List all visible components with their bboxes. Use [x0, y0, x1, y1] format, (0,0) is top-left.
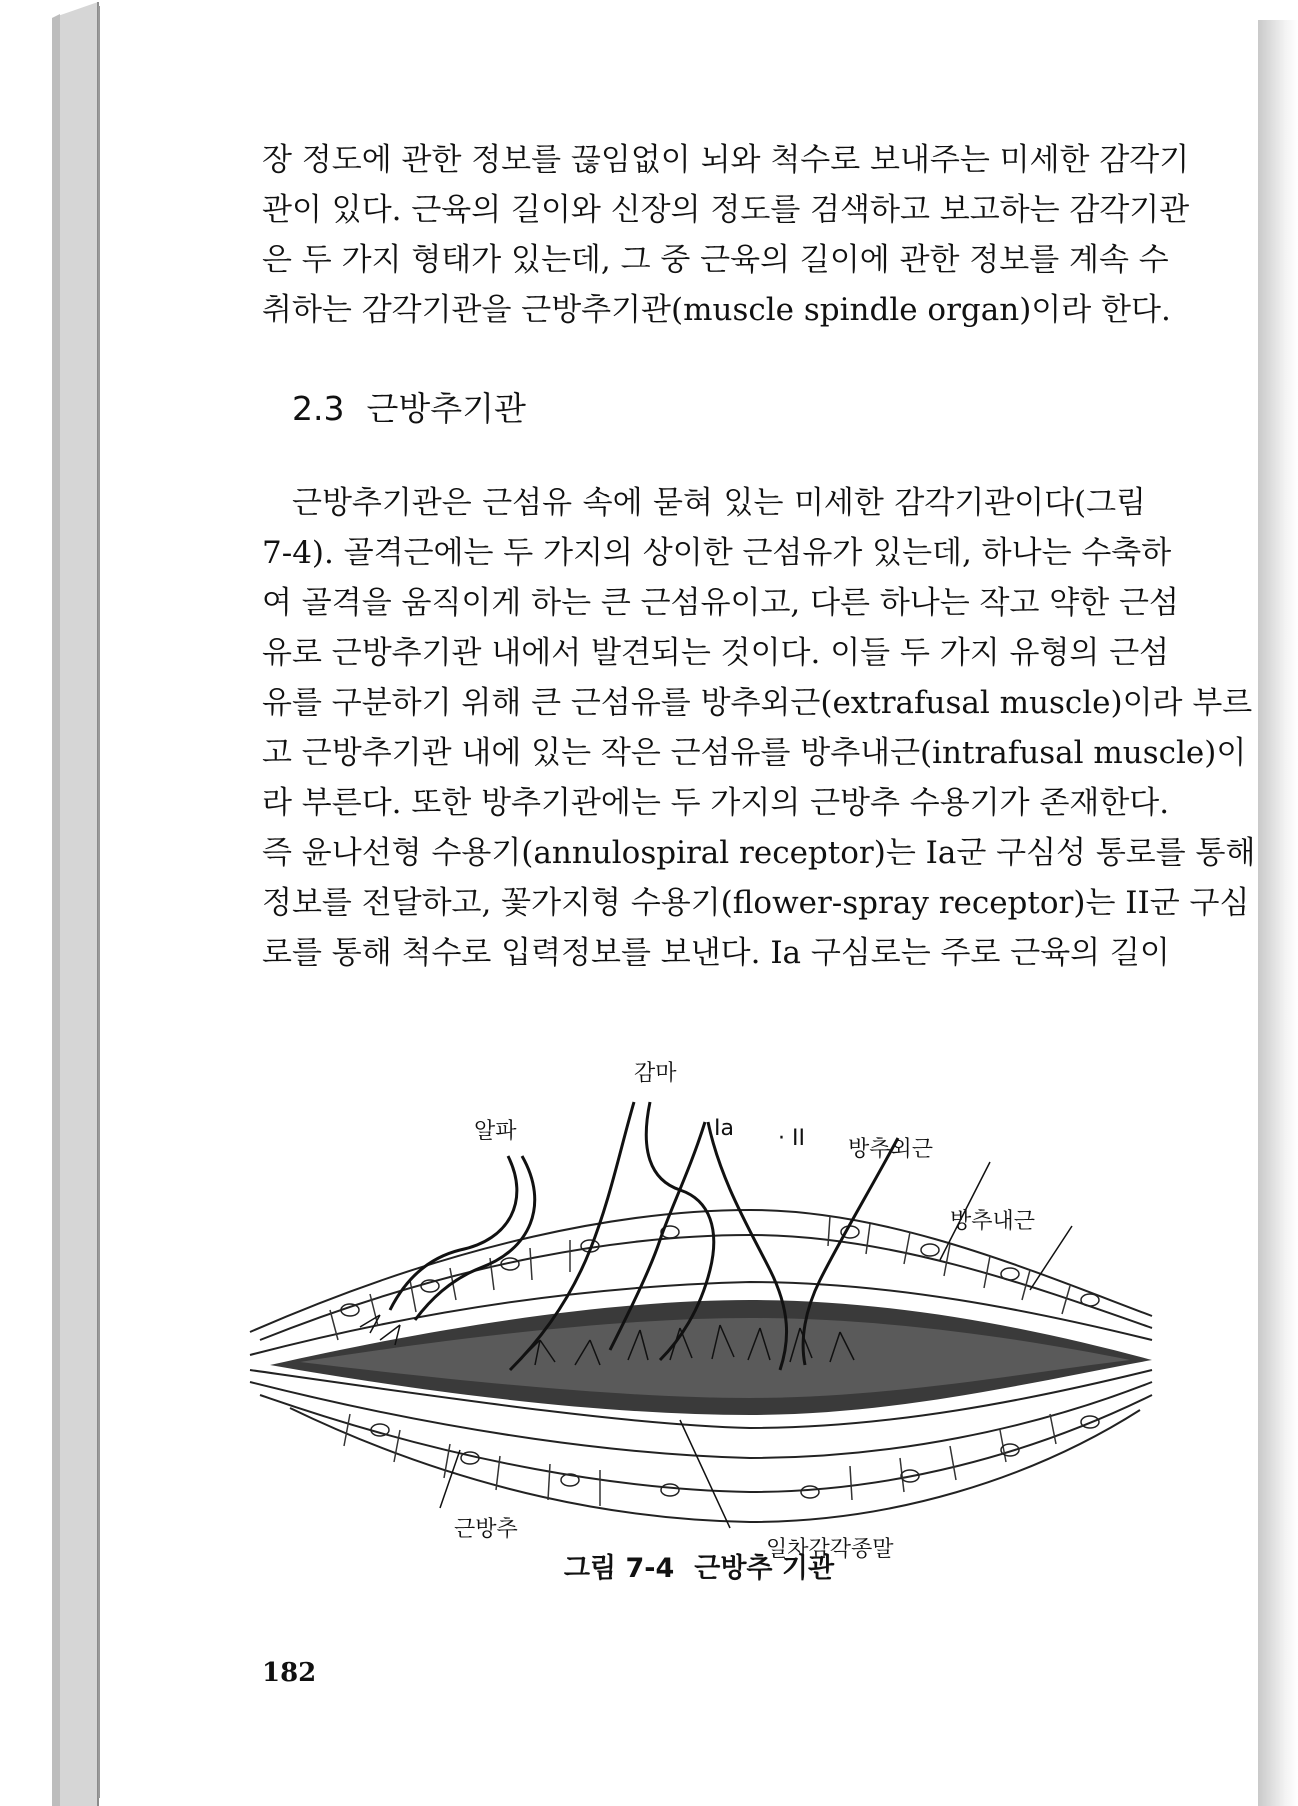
paragraph-line: 장 정도에 관한 정보를 끊임없이 뇌와 척수로 보내주는 미세한 감각기	[262, 142, 1190, 178]
paragraph-line: 7-4). 골격근에는 두 가지의 상이한 근섬유가 있는데, 하나는 수축하	[262, 535, 1172, 571]
label-spindle: 근방추	[454, 1517, 518, 1542]
body-paragraph	[262, 478, 1256, 978]
paragraph-line: 여 골격을 움직이게 하는 큰 근섬유이고, 다른 하나는 작고 약한 근섬	[262, 585, 1179, 621]
paragraph-line: 정보를 전달하고, 꽃가지형 수용기(flower-spray receptor)는 II군 구심	[262, 885, 1250, 921]
page-edge-shadow	[1258, 20, 1298, 1806]
paragraph-line: 라 부른다. 또한 방추기관에는 두 가지의 근방추 수용기가 존재한다.	[262, 785, 1170, 821]
muscle-spindle-illustration	[210, 1010, 1170, 1610]
muscle-spindle-figure	[210, 1010, 1170, 1610]
label-ii: · II	[778, 1126, 805, 1151]
label-extrafusal: 방추외근	[848, 1137, 934, 1162]
paragraph-line: 로를 통해 척수로 입력정보를 보낸다. Ia 구심로는 주로 근육의 길이	[262, 935, 1170, 971]
paragraph-line: 관이 있다. 근육의 길이와 신장의 정도를 검색하고 보고하는 감각기관	[262, 192, 1190, 228]
label-gamma: 감마	[634, 1061, 677, 1086]
paragraph-line: 즉 윤나선형 수용기(annulospiral receptor)는 Ia군 구심성 통로를 통해	[262, 835, 1256, 871]
paragraph-line: 은 두 가지 형태가 있는데, 그 중 근육의 길이에 관한 정보를 계속 수	[262, 242, 1169, 278]
paragraph-line: 취하는 감각기관을 근방추기관(muscle spindle organ)이라 한다.	[262, 292, 1171, 328]
paragraph-line: 근방추기관은 근섬유 속에 묻혀 있는 미세한 감각기관이다(그림	[292, 485, 1146, 521]
figure-caption	[0, 1546, 1298, 1585]
section-title: 근방추기관	[366, 389, 526, 428]
paragraph-line: 유로 근방추기관 내에서 발견되는 것이다. 이들 두 가지 유형의 근섬	[262, 635, 1170, 671]
label-ia: Ia	[714, 1116, 734, 1141]
page-number: 182	[262, 1658, 317, 1688]
caption-title: 근방추 기관	[694, 1553, 835, 1584]
paragraph-line: 고 근방추기관 내에 있는 작은 근섬유를 방추내근(intrafusal muscle)이	[262, 735, 1247, 771]
label-primary-ending: 일차감각종말	[766, 1537, 894, 1562]
intro-paragraph	[262, 135, 1190, 335]
label-alpha: 알파	[474, 1119, 517, 1144]
paragraph-line: 유를 구분하기 위해 큰 근섬유를 방추외근(extrafusal muscle)이라 부르	[262, 685, 1253, 721]
label-intrafusal: 방추내근	[950, 1209, 1036, 1234]
section-heading	[292, 383, 526, 430]
caption-prefix: 그림 7-4	[563, 1553, 675, 1584]
section-number: 2.3	[292, 389, 345, 428]
